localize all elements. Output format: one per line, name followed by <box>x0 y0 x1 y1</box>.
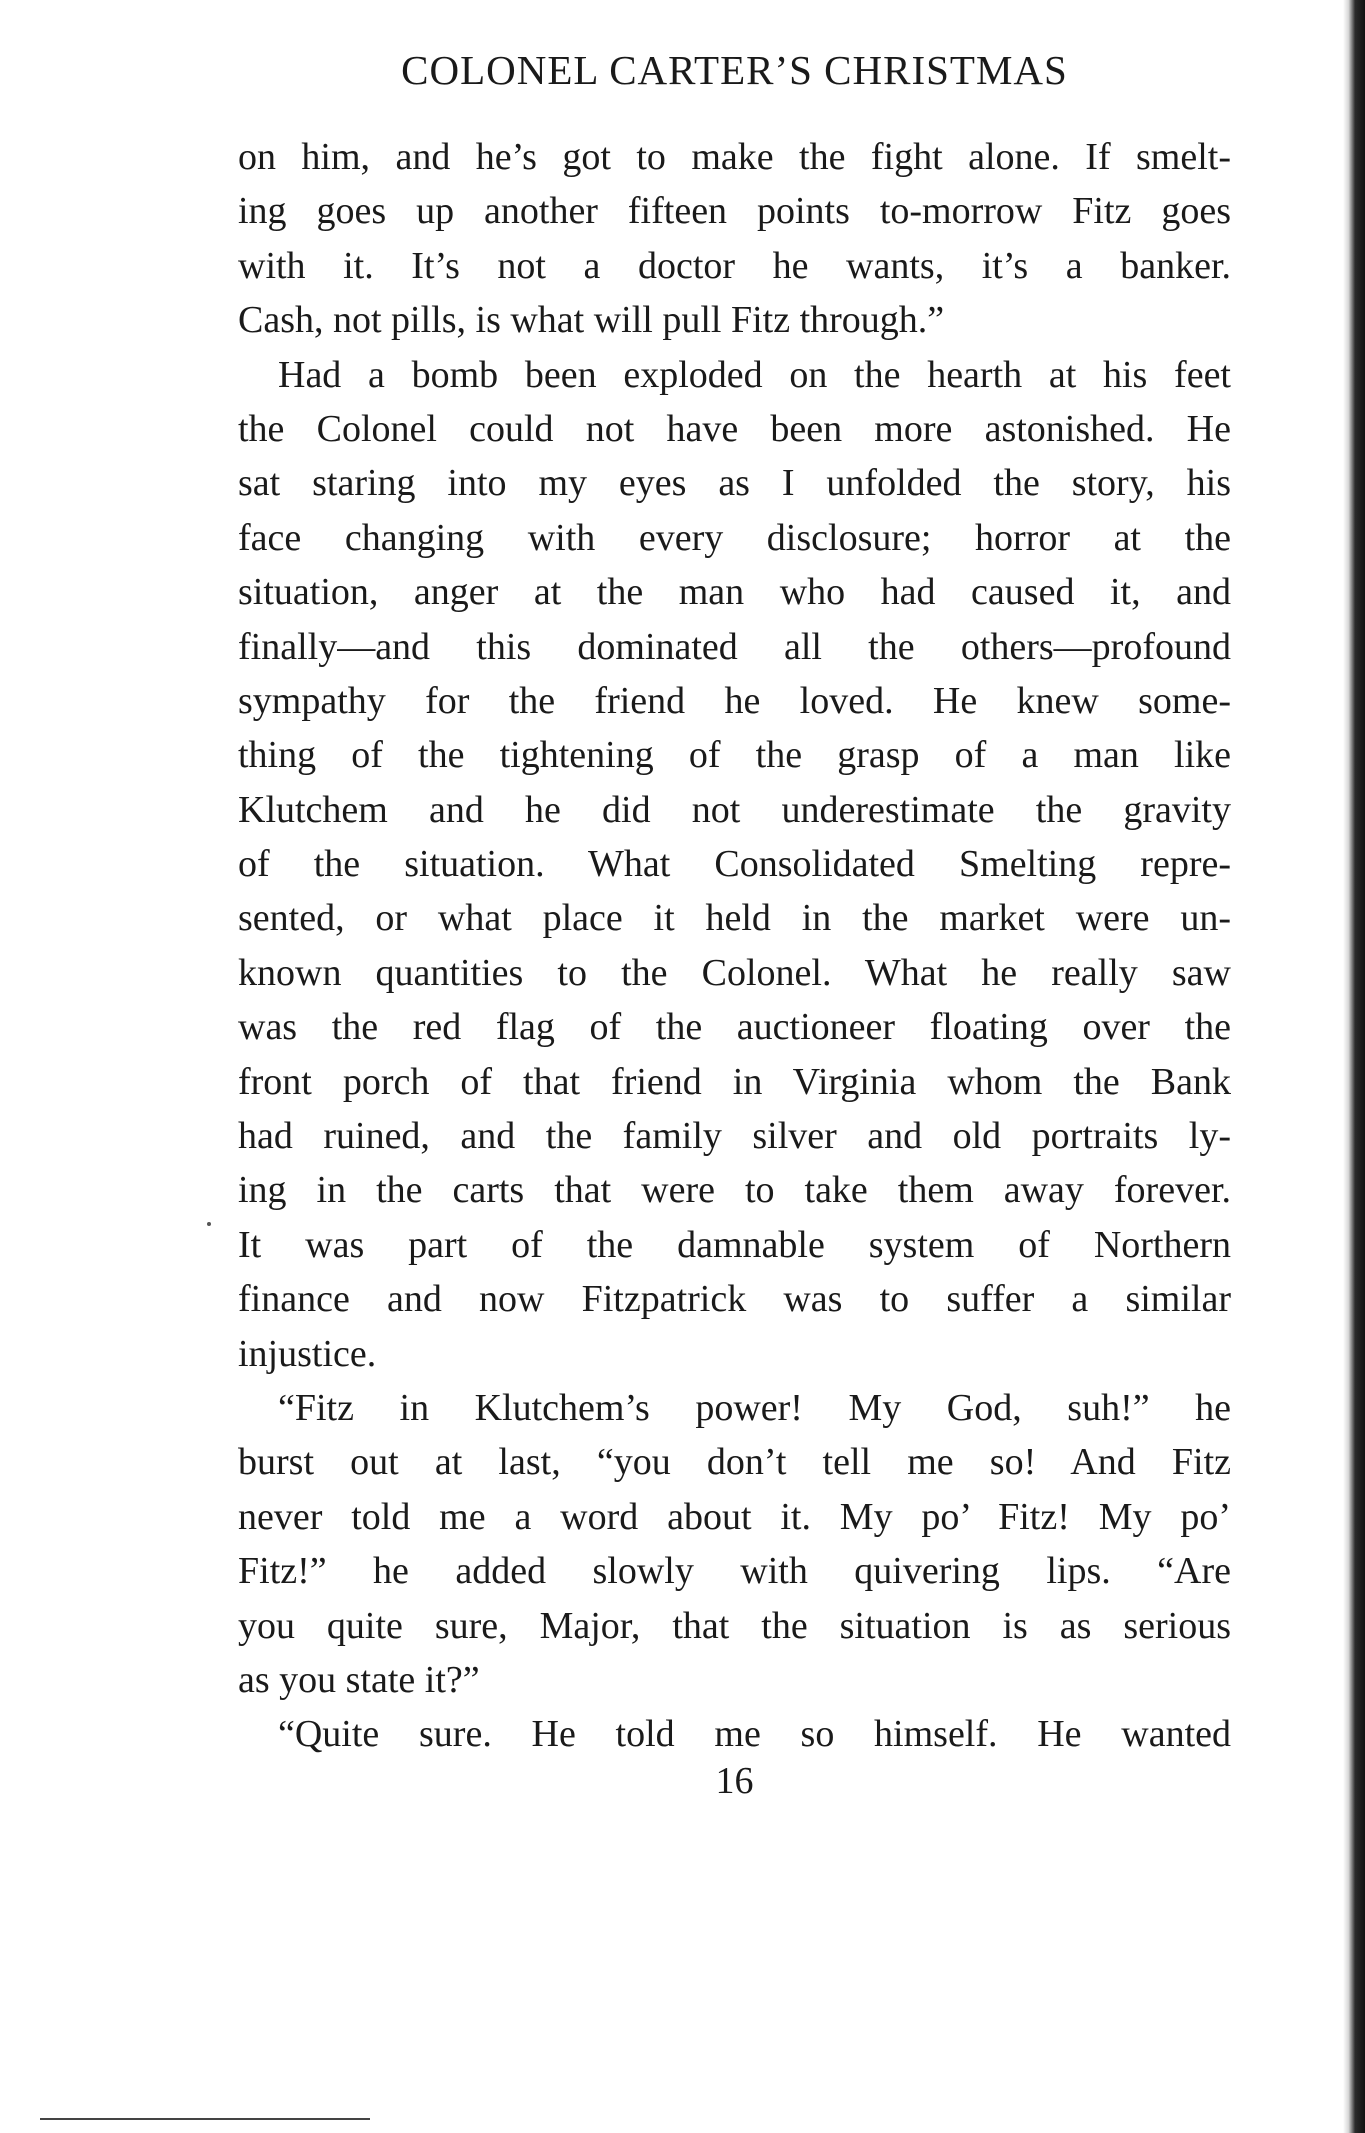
page-number: 16 <box>715 1760 754 1802</box>
text-line: situation, anger at the man who had caused it, and <box>238 571 1231 614</box>
text-line: Klutchem and he did not underestimate the gravity <box>238 788 1231 831</box>
text-line: the Colonel could not have been more astonished. He <box>238 407 1231 450</box>
paragraph-start-line: “Fitz in Klutchem’s power! My God, suh!” he <box>278 1386 1231 1429</box>
text-line: with it. It’s not a doctor he wants, it’s a banker. <box>238 244 1231 287</box>
scan-speck <box>207 1222 211 1226</box>
text-line: sat staring into my eyes as I unfolded the story, his <box>238 462 1231 505</box>
bottom-rule <box>40 2118 370 2120</box>
text-line: face changing with every disclosure; horror at the <box>238 516 1231 559</box>
text-line: It was part of the damnable system of Northern <box>238 1223 1231 1266</box>
text-line: sympathy for the friend he loved. He knew some- <box>238 679 1231 722</box>
paragraph-start-line: “Quite sure. He told me so himself. He wanted <box>278 1713 1231 1756</box>
text-line: had ruined, and the family silver and old portraits ly- <box>238 1115 1231 1158</box>
text-line: Fitz!” he added slowly with quivering lips. “Are <box>238 1550 1231 1593</box>
text-line: injustice. <box>238 1332 377 1375</box>
text-line: finally—and this dominated all the others—profound <box>238 625 1231 668</box>
text-line: front porch of that friend in Virginia whom the Bank <box>238 1060 1231 1103</box>
text-line: thing of the tightening of the grasp of a man like <box>238 734 1231 777</box>
binding-shadow <box>1343 0 1365 2133</box>
text-line: burst out at last, “you don’t tell me so! And Fitz <box>238 1441 1231 1484</box>
text-line: on him, and he’s got to make the fight alone. If smelt- <box>238 136 1231 178</box>
text-line: ing in the carts that were to take them away forever. <box>238 1169 1231 1212</box>
text-line: never told me a word about it. My po’ Fitz! My po’ <box>238 1495 1231 1538</box>
text-line: you quite sure, Major, that the situation is as serious <box>238 1604 1231 1647</box>
text-line: known quantities to the Colonel. What he really saw <box>238 951 1231 994</box>
text-line: Cash, not pills, is what will pull Fitz through.” <box>238 299 945 342</box>
text-line: of the situation. What Consolidated Smelting repre- <box>238 843 1231 886</box>
text-line: as you state it?” <box>238 1658 480 1701</box>
running-head: COLONEL CARTER’S CHRISTMAS <box>401 47 1068 93</box>
paragraph-start-line: Had a bomb been exploded on the hearth at his feet <box>278 353 1231 396</box>
text-line: sented, or what place it held in the market were un- <box>238 897 1231 940</box>
text-line: ing goes up another fifteen points to-morrow Fitz goes <box>238 190 1231 233</box>
body-text <box>238 130 1231 1762</box>
text-line: finance and now Fitzpatrick was to suffer a similar <box>238 1278 1231 1321</box>
text-line: was the red flag of the auctioneer floating over the <box>238 1006 1231 1049</box>
